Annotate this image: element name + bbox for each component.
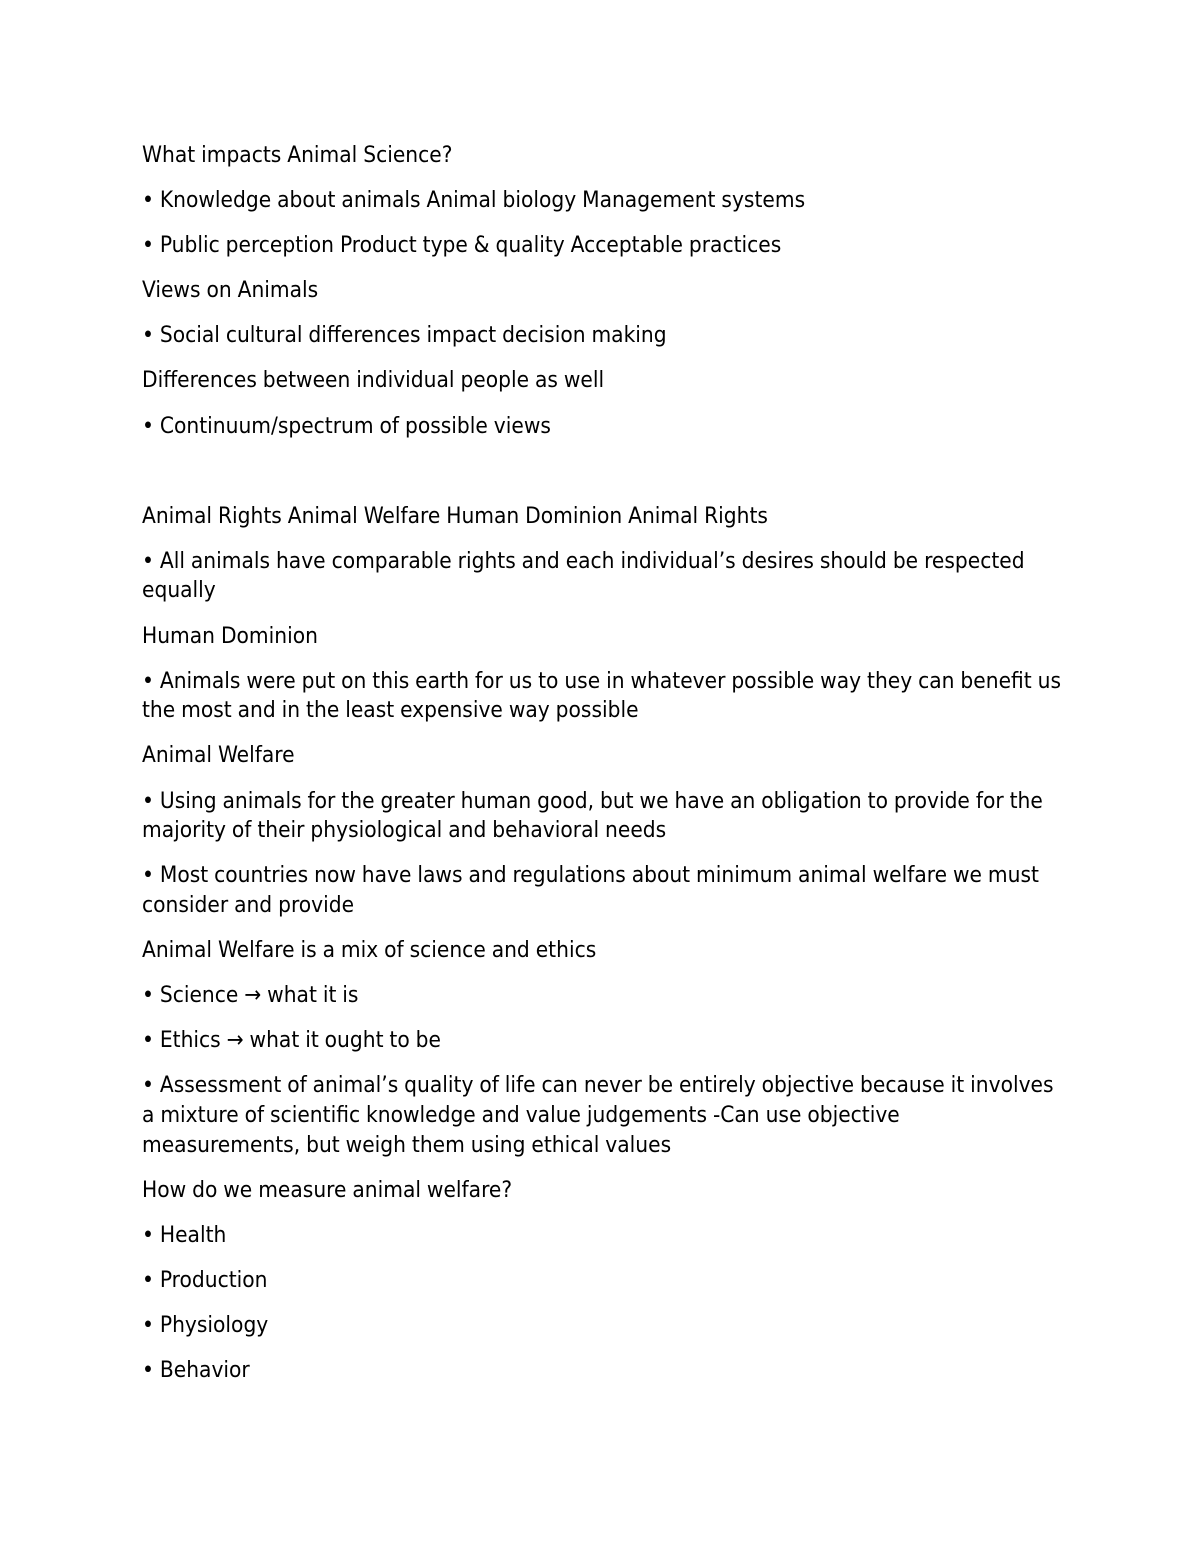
bullet-item: • Production [142,1267,268,1294]
bullet-item: • Public perception Product type & quality Acceptable practices [142,232,782,259]
blank-line [142,457,1062,502]
bullet-item: • Knowledge about animals Animal biology Management systems [142,187,806,214]
section-heading: Views on Animals [142,277,319,304]
bullet-item: • Most countries now have laws and regulations about minimum animal welfare we must consider and provide [142,862,1039,919]
bullet-item: • Animals were put on this earth for us to use in whatever possible way they can benefit us the most and in the least expensive way possible [142,667,1062,724]
bullet-item: • Physiology [142,1312,269,1339]
section-heading: How do we measure animal welfare? [142,1176,513,1203]
section-heading: What impacts Animal Science? [142,142,453,168]
bullet-item: • Ethics → what it ought to be [142,1027,441,1054]
section-heading: Human Dominion [142,622,318,649]
bullet-item: • All animals have comparable rights and each individual’s desires should be respected equally [142,547,1025,604]
document-body [142,141,1062,1401]
bullet-item: • Social cultural differences impact decision making [142,322,667,349]
bullet-item: • Assessment of animal’s quality of life can never be entirely objective because it involves a mixture of scientific knowledge and value judgements -Can use objective measurements, but weigh them using ethical values [142,1072,1054,1158]
bullet-item: • Using animals for the greater human good, but we have an obligation to provide for the majority of their physiological and behavioral needs [142,787,1043,844]
bullet-item: • Health [142,1222,227,1248]
section-heading: Animal Welfare [142,742,295,769]
section-heading: Differences between individual people as well [142,367,605,394]
bullet-item: • Behavior [142,1357,250,1384]
bullet-item: • Science → what it is [142,982,359,1009]
section-heading: Animal Rights Animal Welfare Human Dominion Animal Rights [142,502,768,529]
bullet-item: • Continuum/spectrum of possible views [142,412,551,439]
section-heading: Animal Welfare is a mix of science and ethics [142,937,597,964]
